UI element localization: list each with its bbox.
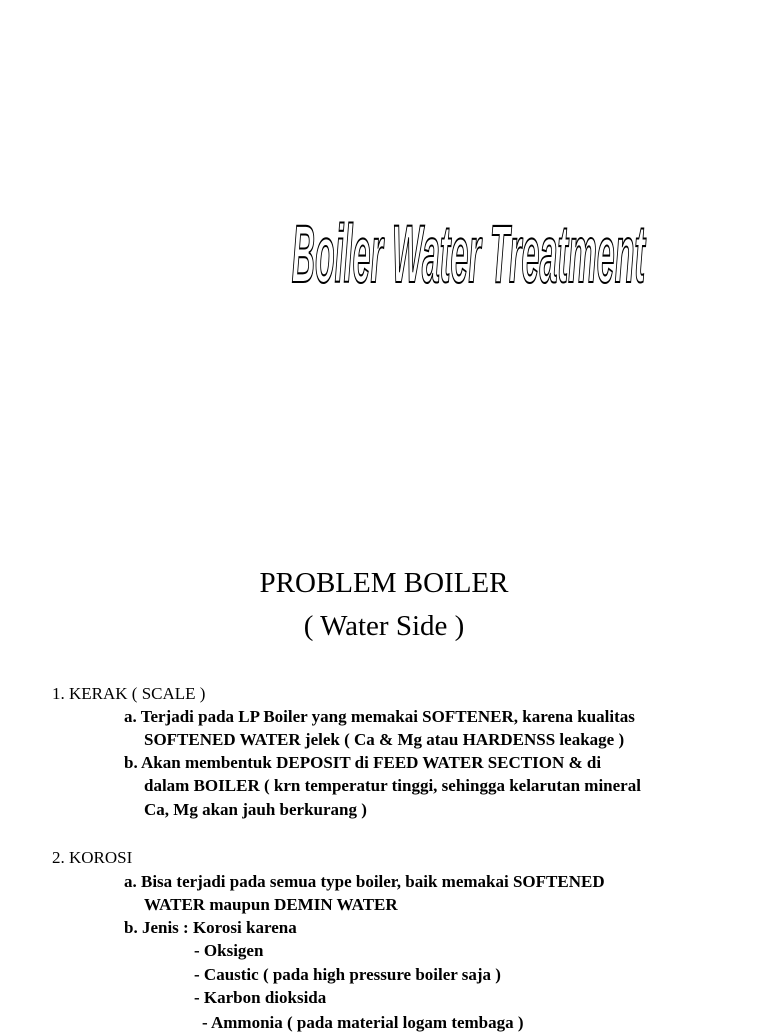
point-line: b. Akan membentuk DEPOSIT di FEED WATER SECTION & di — [124, 753, 602, 772]
point-line: a. Terjadi pada LP Boiler yang memakai SOFTENER, karena kualitas — [124, 707, 635, 726]
point-line: b. Jenis : Korosi karena — [124, 918, 297, 937]
title-wordart — [288, 207, 668, 300]
section-header: 1. KERAK ( SCALE ) — [52, 684, 206, 703]
point-line: dalam BOILER ( krn temperatur tinggi, sehingga kelarutan mineral — [144, 776, 641, 795]
section-header: 2. KOROSI — [52, 848, 133, 867]
list-item: - Karbon dioksida — [194, 988, 327, 1007]
wordart-text: Boiler Water Treatment — [291, 207, 647, 300]
wordart-graphic — [288, 207, 668, 300]
heading-water-side: ( Water Side ) — [303, 610, 465, 642]
list-item: - Ammonia ( pada material logam tembaga ) — [202, 1013, 524, 1032]
point-line: SOFTENED WATER jelek ( Ca & Mg atau HARDENSS leakage ) — [144, 730, 625, 749]
heading-problem-boiler: PROBLEM BOILER — [259, 567, 509, 599]
point-line: a. Bisa terjadi pada semua type boiler, baik memakai SOFTENED — [124, 872, 605, 891]
list-item: - Oksigen — [194, 941, 264, 960]
point-line: WATER maupun DEMIN WATER — [144, 895, 398, 914]
point-line: Ca, Mg akan jauh berkurang ) — [144, 800, 367, 819]
list-item: - Caustic ( pada high pressure boiler saja ) — [194, 965, 501, 984]
